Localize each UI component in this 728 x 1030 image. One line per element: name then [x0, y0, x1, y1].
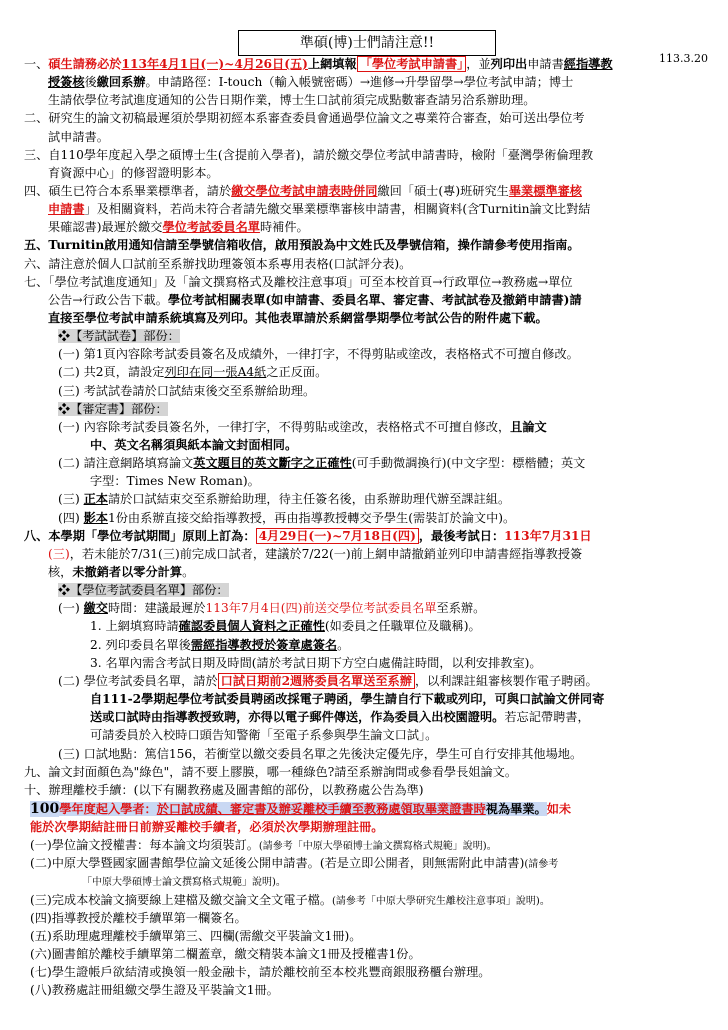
- notice-text: 核，: [48, 565, 73, 580]
- notice-text: 時間：建議最遲於: [107, 601, 206, 616]
- notice-line: [48, 73, 573, 92]
- notice-text: 繳回系辦: [96, 75, 146, 90]
- notice-text: 四、碩生已符合本系畢業標準者，請於: [24, 184, 232, 198]
- notice-text: 113年7月4日(四)前送交學位考試委員名單: [205, 601, 437, 616]
- notice-line: [30, 945, 421, 964]
- notice-text: (四): [58, 510, 84, 525]
- notice-line: [24, 255, 411, 274]
- notice-text: 正本: [83, 492, 108, 507]
- notice-text: (二) 學位考試委員名單，請於: [58, 673, 218, 688]
- notice-text: (三): [58, 492, 84, 507]
- notice-line: [58, 745, 582, 764]
- notice-line: [48, 218, 309, 237]
- notice-text: 4月29日(一)~7月18日(四): [256, 528, 419, 544]
- notice-line: [58, 581, 229, 600]
- notice-text: 學位考試委員名單: [162, 220, 260, 235]
- notice-line: [90, 617, 481, 636]
- notice-line: [24, 146, 593, 165]
- notice-line: [30, 909, 247, 928]
- notice-line: [48, 128, 109, 147]
- notice-text: (可手動微調換行)(中文字型：標楷體；英文: [351, 456, 586, 471]
- notice-line: [30, 963, 490, 982]
- notice-text: 列印在同一張A4紙: [164, 365, 267, 380]
- notice-text: 八、本學期「學位考試期間」原則上訂為：: [24, 528, 256, 543]
- notice-line: [30, 836, 497, 856]
- notice-text: (二)中原大學暨國家圖書館學位論文延後公開申請書。(若是立即公開者，則無需附此申請書): [30, 856, 525, 871]
- notice-line: [48, 545, 582, 564]
- notice-text: 繳回「碩士(專)班研究生: [377, 184, 509, 198]
- notice-text: ❖【考試試卷】部份：: [58, 329, 180, 344]
- notice-text: 自111-2學期起學位考試委員聘函改採電子聘函，學生請自行下載或列印，可與口試論文併同寄: [90, 692, 605, 707]
- notice-text: 能於次學期結註冊日前辦妥離校手續者，必須於次學期辦理註冊。: [30, 820, 384, 835]
- notice-text: 二、研究生的論文初稿最遲須於學期初經本系審查委員會通過學位論文之專業符合審查，始可送出學位考: [24, 111, 585, 126]
- notice-text: (三)完成本校論文摘要線上建檔及繳交論文全文電子檔。: [30, 892, 333, 907]
- notice-line: [48, 563, 194, 582]
- notice-text: (一) 內容除考試委員簽名外，一律打字，不得剪貼或塗改，表格格式不可擅自修改，: [58, 419, 511, 434]
- notice-line: [48, 291, 582, 310]
- notice-line: [90, 436, 297, 455]
- notice-text: 繳交: [83, 601, 108, 616]
- notice-text: 1. 上網填寫時請: [90, 619, 179, 634]
- notice-line: [48, 91, 536, 110]
- notice-line: [30, 818, 383, 837]
- notice-text: 授簽核: [48, 75, 85, 90]
- notice-text: 公告→行政公告下載。: [48, 292, 168, 307]
- notice-text: ，並: [466, 57, 491, 71]
- notice-text: 育資源中心」的修習證明影本。: [48, 165, 219, 180]
- notice-text: 1份由系辦直接交給指導教授，再由指導教授轉交予學生(需裝訂於論文中)。: [107, 510, 516, 525]
- notice-text: 。: [337, 637, 350, 652]
- notice-text: 試申請書。: [48, 129, 109, 144]
- notice-text: (二) 請注意網路填寫論文: [58, 456, 194, 471]
- notice-text: 一、: [24, 57, 49, 71]
- notice-text: 且論文: [510, 419, 547, 434]
- notice-text: 於口試成績、審定書及辦妥離校手續至教務處領取畢業證書時: [156, 801, 486, 816]
- notice-text: (三) 考試試卷請於口試結束後交至系辦給助理。: [58, 383, 316, 398]
- notice-line: [58, 454, 585, 473]
- notice-text: 直接至學位考試申請系統填寫及列印。其他表單請於系網當學期學位考試公告的附件處下載。: [48, 311, 548, 326]
- notice-text: 十、辦理離校手續：(以下有關教務處及圖書館的部份，以教務處公告為準): [24, 782, 424, 797]
- notice-text: 申請書: [527, 57, 564, 71]
- notice-line: [30, 800, 571, 819]
- notice-line: [48, 164, 219, 183]
- notice-line: [24, 236, 580, 255]
- notice-text: 未撤銷者以零分計算: [72, 565, 183, 580]
- page-title: 準碩(博)士們請注意!!: [238, 30, 496, 56]
- notice-line: [58, 345, 579, 364]
- notice-text: 果確認書)最遲於繳交: [48, 220, 163, 235]
- notice-text: 3. 名單內需含考試日期及時間(請於考試日期下方空白處備註時間，以利安排教室)。: [90, 655, 542, 670]
- notice-text: (請參考「中原大學碩博士論文撰寫格式規範」說明)。: [258, 841, 497, 853]
- notice-text: 需經指導教授於簽章處簽名: [190, 637, 338, 652]
- notice-line: [24, 763, 517, 782]
- notice-line: [24, 55, 613, 74]
- notice-text: (一) 第1頁內容除考試委員簽名及成績外，一律打字，不得剪貼或塗改，表格格式不可擅自修改。: [58, 347, 579, 362]
- notice-text: 中、英文名稱須與紙本論文封面相同。: [90, 438, 298, 453]
- notice-line: [90, 654, 542, 673]
- notice-text: 三、自110學年度起入學之碩博士生(含提前入學者)，請於繳交學位考試申請書時，檢附「臺灣學術倫理教: [24, 147, 594, 162]
- notice-text: ❖【審定書】部份：: [58, 401, 168, 416]
- notice-text: (三) 口試地點：篤信156，若衝堂以繳交委員名單之先後決定優先序，學生可自行安排其他場地。: [58, 746, 583, 761]
- notice-text: (如委員之任職單位及職稱)。: [324, 619, 481, 634]
- notice-text: 口試日期前2週將委員名單送至系辦: [218, 673, 415, 689]
- notice-line: [90, 726, 437, 745]
- notice-line: [58, 599, 485, 618]
- notice-line: [24, 109, 585, 128]
- notice-text: 影本: [83, 510, 108, 525]
- notice-text: 至系辦。: [436, 601, 486, 616]
- notice-text: 時補件。: [259, 220, 309, 235]
- notice-text: 學位考試相關表單(如申請書、委員名單、審定書、考試試卷及撤銷申請書)請: [167, 292, 582, 307]
- notice-text: (三): [48, 546, 70, 561]
- notice-text: 」及相關資料，若尚未符合者請先繳交畢業標準審核申請書，相關資料(含Turnitin論文比對結: [84, 202, 591, 217]
- notice-text: ，最後考試日：: [418, 528, 505, 543]
- notice-line: [48, 309, 548, 328]
- notice-text: 送或口試時由指導教授致聘，亦得以電子郵件傳送，作為委員入出校園證明。: [90, 710, 505, 725]
- notice-text: 繳交學位考試申請表時併同: [231, 184, 378, 198]
- notice-text: (二) 共2頁，請設定: [58, 365, 165, 380]
- notice-text: (六)圖書館於離校手續單第二欄蓋章，繳交精裝本論文1冊及授權書1份。: [30, 947, 421, 962]
- notice-text: 經指導教: [563, 57, 613, 71]
- notice-line: [30, 927, 361, 946]
- notice-text: 之正反面。: [266, 365, 328, 380]
- notice-line: [58, 418, 547, 437]
- notice-text: 視為畢業。: [485, 801, 547, 816]
- notice-text: 英文題目的英文斷字之正確性: [193, 456, 352, 471]
- notice-line: [58, 327, 180, 346]
- notice-text: (一)學位論文授權書：每本論文均須裝訂。: [30, 838, 259, 853]
- notice-text: ❖【學位考試委員名單】部份：: [58, 583, 229, 598]
- notice-line: [30, 981, 279, 1000]
- notice-text: 五、Turnitin啟用通知信請至學號信箱收信，啟用預設為中文姓氏及學號信箱，操作請參考使用指南。: [24, 238, 580, 253]
- notice-line: [58, 672, 598, 691]
- notice-text: 請於口試結束交至系辦給助理，待主任簽名後，由系辦助理代辦至課註組。: [107, 492, 511, 507]
- notice-text: (七)學生證帳戶欲結清或換領一般金融卡，請於離校前至本校兆豐商銀服務櫃台辦理。: [30, 965, 491, 980]
- notice-text: 。申請路徑：I-touch（輸入帳號密碼）→進修→升學留學→學位考試申請；博士: [145, 75, 574, 90]
- notice-text: 九、論文封面顏色為"綠色"，請不要上膠膜，哪一種綠色?請至系辦詢問或參看學長姐論文。: [24, 764, 518, 779]
- notice-text: 上網填報: [307, 57, 357, 71]
- notice-line: [58, 400, 168, 419]
- notice-line: [58, 490, 510, 509]
- notice-text: (一): [58, 601, 84, 616]
- notice-text: 六、請注意於個人口試前至系辦找助理簽領本系專用表格(口試評分表)。: [24, 256, 412, 271]
- notice-text: 如未: [546, 801, 572, 816]
- notice-text: 畢業標準審核: [508, 184, 582, 198]
- notice-text: 學年度起入學者：: [59, 801, 157, 816]
- notice-date: 113.3.20: [659, 52, 708, 65]
- notice-text: (五)系助理處理離校手續單第三、四欄(需繳交平裝論文1冊)。: [30, 928, 362, 943]
- notice-line: [48, 200, 590, 219]
- notice-line: [24, 781, 424, 800]
- notice-line: [90, 690, 604, 709]
- notice-text: (請參考「中原大學研究生離校注意事項」說明)。: [332, 895, 550, 907]
- notice-text: (請參考: [524, 859, 559, 871]
- notice-line: [30, 854, 558, 874]
- notice-text: 七、「學位考試進度通知」及「論文撰寫格式及離校注意事項」可至本校首頁→行政單位→教務處→單位: [24, 274, 573, 289]
- notice-text: 「中原大學碩博士論文撰寫格式規範」說明)。: [82, 877, 286, 889]
- notice-text: 2. 列印委員名單後: [90, 637, 191, 652]
- notice-text: 。: [182, 565, 195, 580]
- notice-text: 字型：Times New Roman)。: [90, 474, 260, 489]
- notice-line: [24, 182, 582, 201]
- notice-line: [82, 872, 286, 892]
- notice-text: (八)教務處註冊組繳交學生證及平裝論文1冊。: [30, 983, 279, 998]
- notice-line: [24, 527, 592, 546]
- notice-text: 後: [84, 75, 97, 90]
- notice-text: 113年7月31日: [504, 528, 592, 543]
- notice-text: 若忘記帶聘書，: [504, 710, 590, 725]
- notice-line: [24, 273, 573, 292]
- notice-text: 可請委員於入校時口頭告知警衛「至電子系參與學生論文口試」。: [90, 728, 438, 743]
- notice-text: ，若未能於7/31(三)前完成口試者，建議於7/22(一)前上網申請撤銷並列印申請書經指導教授簽: [69, 546, 583, 561]
- notice-text: (四)指導教授於離校手續單第一欄簽名。: [30, 910, 247, 925]
- notice-text: 確認委員個人資料之正確性: [178, 619, 325, 634]
- notice-text: 100: [30, 800, 60, 817]
- notice-line: [58, 363, 327, 382]
- notice-line: [58, 509, 515, 528]
- notice-text: 列印出: [490, 57, 528, 71]
- notice-text: 碩生請務必於: [48, 57, 122, 71]
- notice-line: [90, 636, 349, 655]
- notice-line: [30, 891, 550, 911]
- notice-text: 113年4月1日(一)~4月26日(五): [121, 57, 308, 71]
- notice-line: [90, 708, 590, 727]
- notice-text: 生請依學位考試進度通知的公告日期作業，博士生口試前須完成點數審查請另洽系辦助理。: [48, 93, 536, 108]
- notice-line: [90, 472, 260, 491]
- notice-text: 「學位考試申請書」: [357, 56, 467, 72]
- notice-text: 申請書: [48, 202, 85, 217]
- notice-text: ，以利課註組審核製作電子聘函。: [414, 673, 598, 688]
- notice-line: [58, 382, 315, 401]
